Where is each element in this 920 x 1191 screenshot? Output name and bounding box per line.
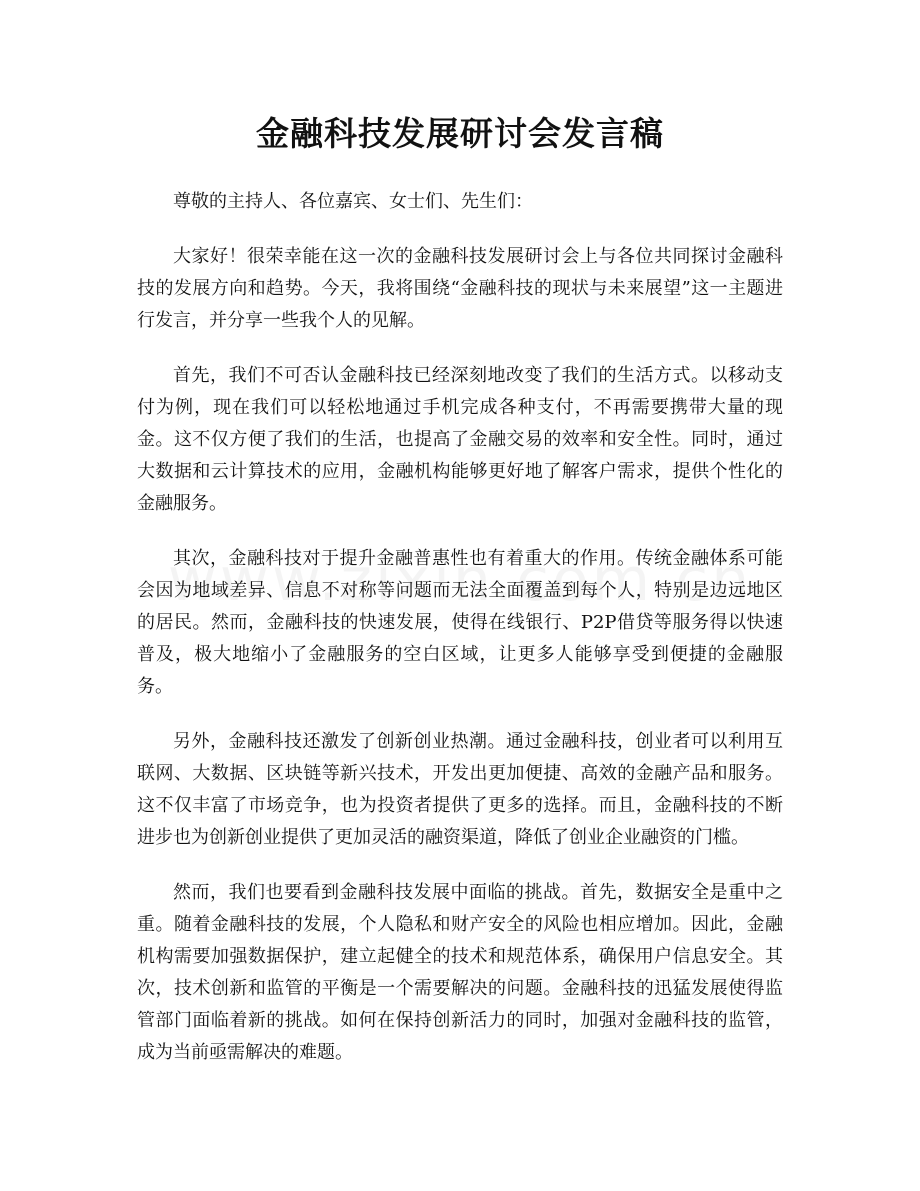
challenges-paragraph: 然而，我们也要看到金融科技发展中面临的挑战。首先，数据安全是重中之重。随着金融科技的发展，个人隐私和财产安全的风险也相应增加。因此，金融机构需要加强数据保护，建立起健全的技术和规范体系，确保用户信息安全。其次，技术创新和监管的平衡是一个需要解决的问题。金融科技的迅猛发展使得监管部门面临着新的挑战。如何在保持创新活力的同时，加强对金融科技的监管，成为当前亟需解决的难题。 <box>137 882 783 1063</box>
inclusion-paragraph: 其次，金融科技对于提升金融普惠性也有着重大的作用。传统金融体系可能会因为地域差异、信息不对称等问题而无法全面覆盖到每个人，特别是边远地区的居民。然而，金融科技的快速发展，使得在线银行、P2P借贷等服务得以快速普及，极大地缩小了金融服务的空白区域，让更多人能够享受到便捷的金融服务。 <box>137 548 783 697</box>
document-body <box>137 186 783 1092</box>
lifestyle-paragraph: 首先，我们不可否认金融科技已经深刻地改变了我们的生活方式。以移动支付为例，现在我们可以轻松地通过手机完成各种支付，不再需要携带大量的现金。这不仅方便了我们的生活，也提高了金融交易的效率和安全性。同时，通过大数据和云计算技术的应用，金融机构能够更好地了解客户需求，提供个性化的金融服务。 <box>137 365 783 514</box>
document-title: 金融科技发展研讨会发言稿 <box>256 114 664 153</box>
innovation-paragraph: 另外，金融科技还激发了创新创业热潮。通过金融科技，创业者可以利用互联网、大数据、区块链等新兴技术，开发出更加便捷、高效的金融产品和服务。这不仅丰富了市场竞争，也为投资者提供了更多的选择。而且，金融科技的不断进步也为创新创业提供了更加灵活的融资渠道，降低了创业企业融资的门槛。 <box>137 731 783 848</box>
intro-paragraph: 大家好！很荣幸能在这一次的金融科技发展研讨会上与各位共同探讨金融科技的发展方向和趋势。今天，我将围绕“金融科技的现状与未来展望”这一主题进行发言，并分享一些我个人的见解。 <box>137 246 783 331</box>
greeting-paragraph: 尊敬的主持人、各位嘉宾、女士们、先生们： <box>173 191 533 212</box>
